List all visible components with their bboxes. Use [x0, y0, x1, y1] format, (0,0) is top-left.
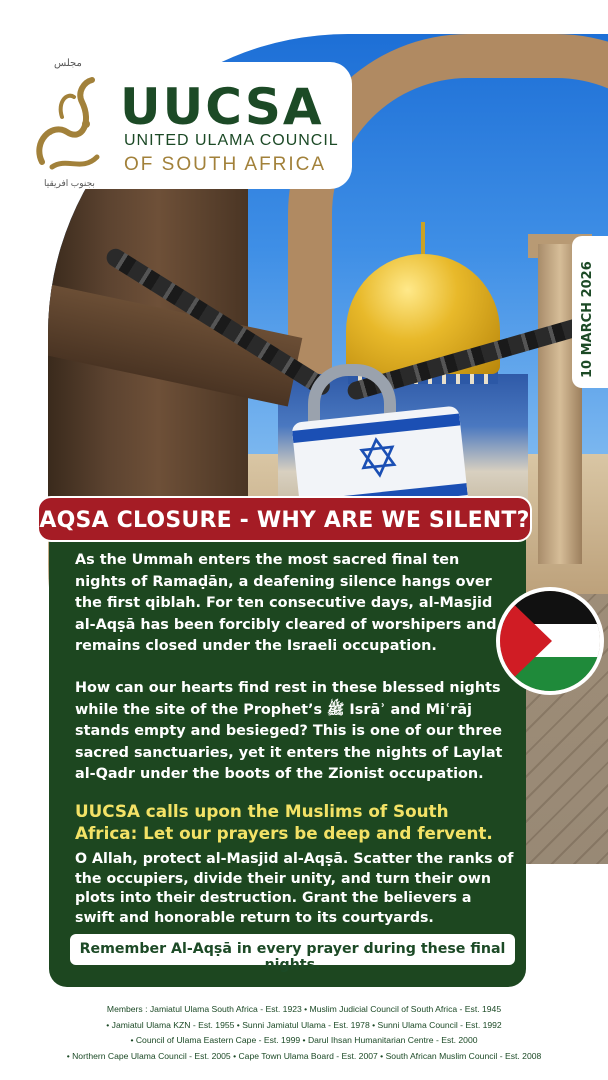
footer-line: • Northern Cape Ulama Council - Est. 2005 • Cape Town Ulama Board - Est. 2007 • South African Muslim Council - Est. 2008 — [66, 1050, 542, 1061]
dome-finial — [421, 222, 425, 258]
star-of-david-icon: ✡ — [352, 426, 404, 492]
paragraph-intro: As the Ummah enters the most sacred final ten nights of Ramaḍān, a deafening silence hangs over the first qiblah. For ten consecutive days, al-Masjid al-Aqṣā has been forcibly cleared of worshipers and remains closed under the Israeli occupation. — [75, 552, 497, 655]
headline-banner — [37, 496, 532, 542]
logo-arabic-bottom: بجنوب افريقيا — [44, 178, 95, 188]
reminder-banner — [70, 934, 515, 973]
brand-name-line2: OF SOUTH AFRICA — [124, 154, 327, 175]
footer-line: • Council of Ulama Eastern Cape - Est. 1999 • Darul Ihsan Humanitarian Centre - Est. 2000 — [130, 1035, 478, 1045]
brand-name-line1: UNITED ULAMA COUNCIL — [124, 132, 339, 149]
post-date: 10 MARCH 2026 — [580, 261, 595, 378]
logo-arabic-top: مجلس — [54, 58, 82, 69]
palestine-flag-icon — [500, 591, 600, 691]
members-footer — [0, 1002, 608, 1064]
footer-line: Members : Jamiatul Ulama South Africa - Est. 1923 • Muslim Judicial Council of South Africa - Est. 1945 — [106, 1004, 502, 1014]
reminder-text: Remember Al-Aqṣā in every prayer during these final nights. — [79, 941, 506, 973]
dua-paragraph: O Allah, protect al-Masjid al-Aqṣā. Scatter the ranks of the occupiers, divide their unity, and turn their own plots into their destruction. Grant the believers a swift and honorable return to its courtyards. — [75, 851, 514, 926]
footer-line: • Jamiatul Ulama KZN - Est. 1955 • Sunni Jamiatul Ulama - Est. 1978 • Sunni Ulama Council - Est. 1992 — [106, 1019, 502, 1030]
paragraph-question: How can our hearts find rest in these blessed nights while the site of the Prophet’s ﷺ Isrāʾ and Miʿrāj stands empty and besieged? This is one of our three sacred sanctuaries, yet it enters the nights of Laylat al-Qadr under the boots of the Zionist occupation. — [75, 680, 503, 783]
call-to-prayer-heading: UUCSA calls upon the Muslims of South Africa: Let our prayers be deep and fervent. — [75, 801, 493, 843]
uucsa-calligraphy-logo-icon — [22, 62, 112, 187]
headline-text: AQSA CLOSURE - WHY ARE WE SILENT? — [39, 508, 530, 533]
brand-acronym: UUCSA — [120, 78, 324, 136]
